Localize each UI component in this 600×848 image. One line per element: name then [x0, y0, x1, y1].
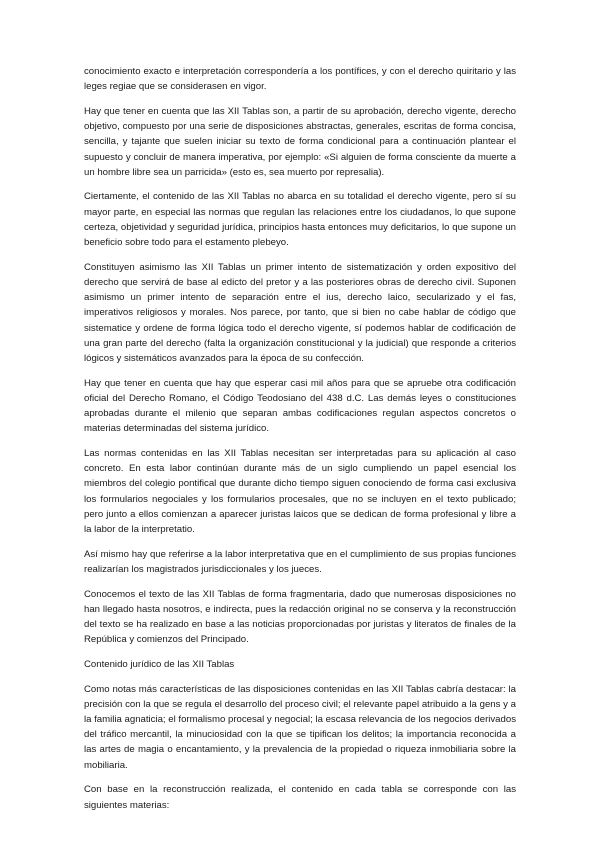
- section-heading: Contenido jurídico de las XII Tablas: [84, 658, 235, 670]
- paragraph: Constituyen asimismo las XII Tablas un primer intento de sistematización y orden expositivo del derecho que servirá de base al edicto del pretor y a las posteriores obras de derecho civil. Suponen asimismo un primer intento de separación entre el ius, derecho laico, secularizado y el fas, imperativos religiosos y morales. Nos parece, por tanto, que si bien no cabe hablar de código que sistematice y ordene de forma lógica todo el derecho vigente, sí podemos hablar de codificación de una gran parte del derecho (falta la organización constitucional y la judicial) que responde a criterios lógicos y sistemáticos avanzados para la época de su confección.: [84, 261, 516, 364]
- paragraph: Hay que tener en cuenta que hay que esperar casi mil años para que se apruebe otra codificación oficial del Derecho Romano, el Código Teodosiano del 438 d.C. Las demás leyes o constituciones aprobadas durante el milenio que separan ambas codificaciones regulan aspectos concretos o materias determinadas del sistema jurídico.: [84, 377, 516, 435]
- paragraph: Ciertamente, el contenido de las XII Tablas no abarca en su totalidad el derecho vigente, pero sí su mayor parte, en especial las normas que regulan las relaciones entre los ciudadanos, lo que supone certeza, objetividad y seguridad jurídica, principios hasta entonces muy deficitarios, lo que supone un beneficio sobre todo para el estamento plebeyo.: [84, 191, 516, 249]
- paragraph: Con base en la reconstrucción realizada, el contenido en cada tabla se corresponde con las siguientes materias:: [84, 784, 516, 811]
- paragraph: Las normas contenidas en las XII Tablas necesitan ser interpretadas para su aplicación al caso concreto. En esta labor continúan durante más de un siglo cumpliendo un papel esencial los miembros del colegio pontifical que durante dicho tiempo siguen conociendo de forma casi exclusiva los formularios negociales y los formularios procesales, que no se incluyen en el texto publicado; pero junto a ellos comienzan a aparecer juristas laicos que se dedican de forma profesional y libre a la labor de la interpretatio.: [84, 447, 516, 535]
- paragraph: Como notas más características de las disposiciones contenidas en las XII Tablas cabría destacar: la precisión con la que se regula el desarrollo del proceso civil; el relevante papel atribuido a la gens y a la familia agnaticia; el formalismo procesal y negocial; la escasa relevancia de los negocios derivados del tráfico mercantil, la minuciosidad con la que se tipifican los delitos; la importancia reconocida a las artes de magia o encantamiento, y la prevalencia de la propiedad o riqueza inmobiliaria sobre la mobiliaria.: [84, 683, 516, 771]
- paragraph: Conocemos el texto de las XII Tablas de forma fragmentaria, dado que numerosas disposiciones no han llegado hasta nosotros, e indirecta, pues la redacción original no se conserva y la reconstrucción del texto se ha realizado en base a las noticias proporcionadas por juristas y literatos de finales de la República y comienzos del Principado.: [84, 588, 516, 646]
- paragraph: conocimiento exacto e interpretación correspondería a los pontífices, y con el derecho quiritario y las leges regiae que se considerasen en vigor.: [84, 66, 516, 93]
- paragraph: Así mismo hay que referirse a la labor interpretativa que en el cumplimiento de sus propias funciones realizarían los magistrados jurisdiccionales y los jueces.: [84, 548, 516, 575]
- document-body: [84, 64, 516, 822]
- paragraph: Hay que tener en cuenta que las XII Tablas son, a partir de su aprobación, derecho vigente, derecho objetivo, compuesto por una serie de disposiciones abstractas, generales, escritas de forma concisa, sencilla, y tajante que suelen iniciar su texto de forma condicional para a continuación plantear el supuesto y concluir de manera imperativa, por ejemplo: «Si alguien de forma consciente da muerte a un hombre libre sea un parricida» (esto es, sea muerto por represalia).: [84, 105, 516, 178]
